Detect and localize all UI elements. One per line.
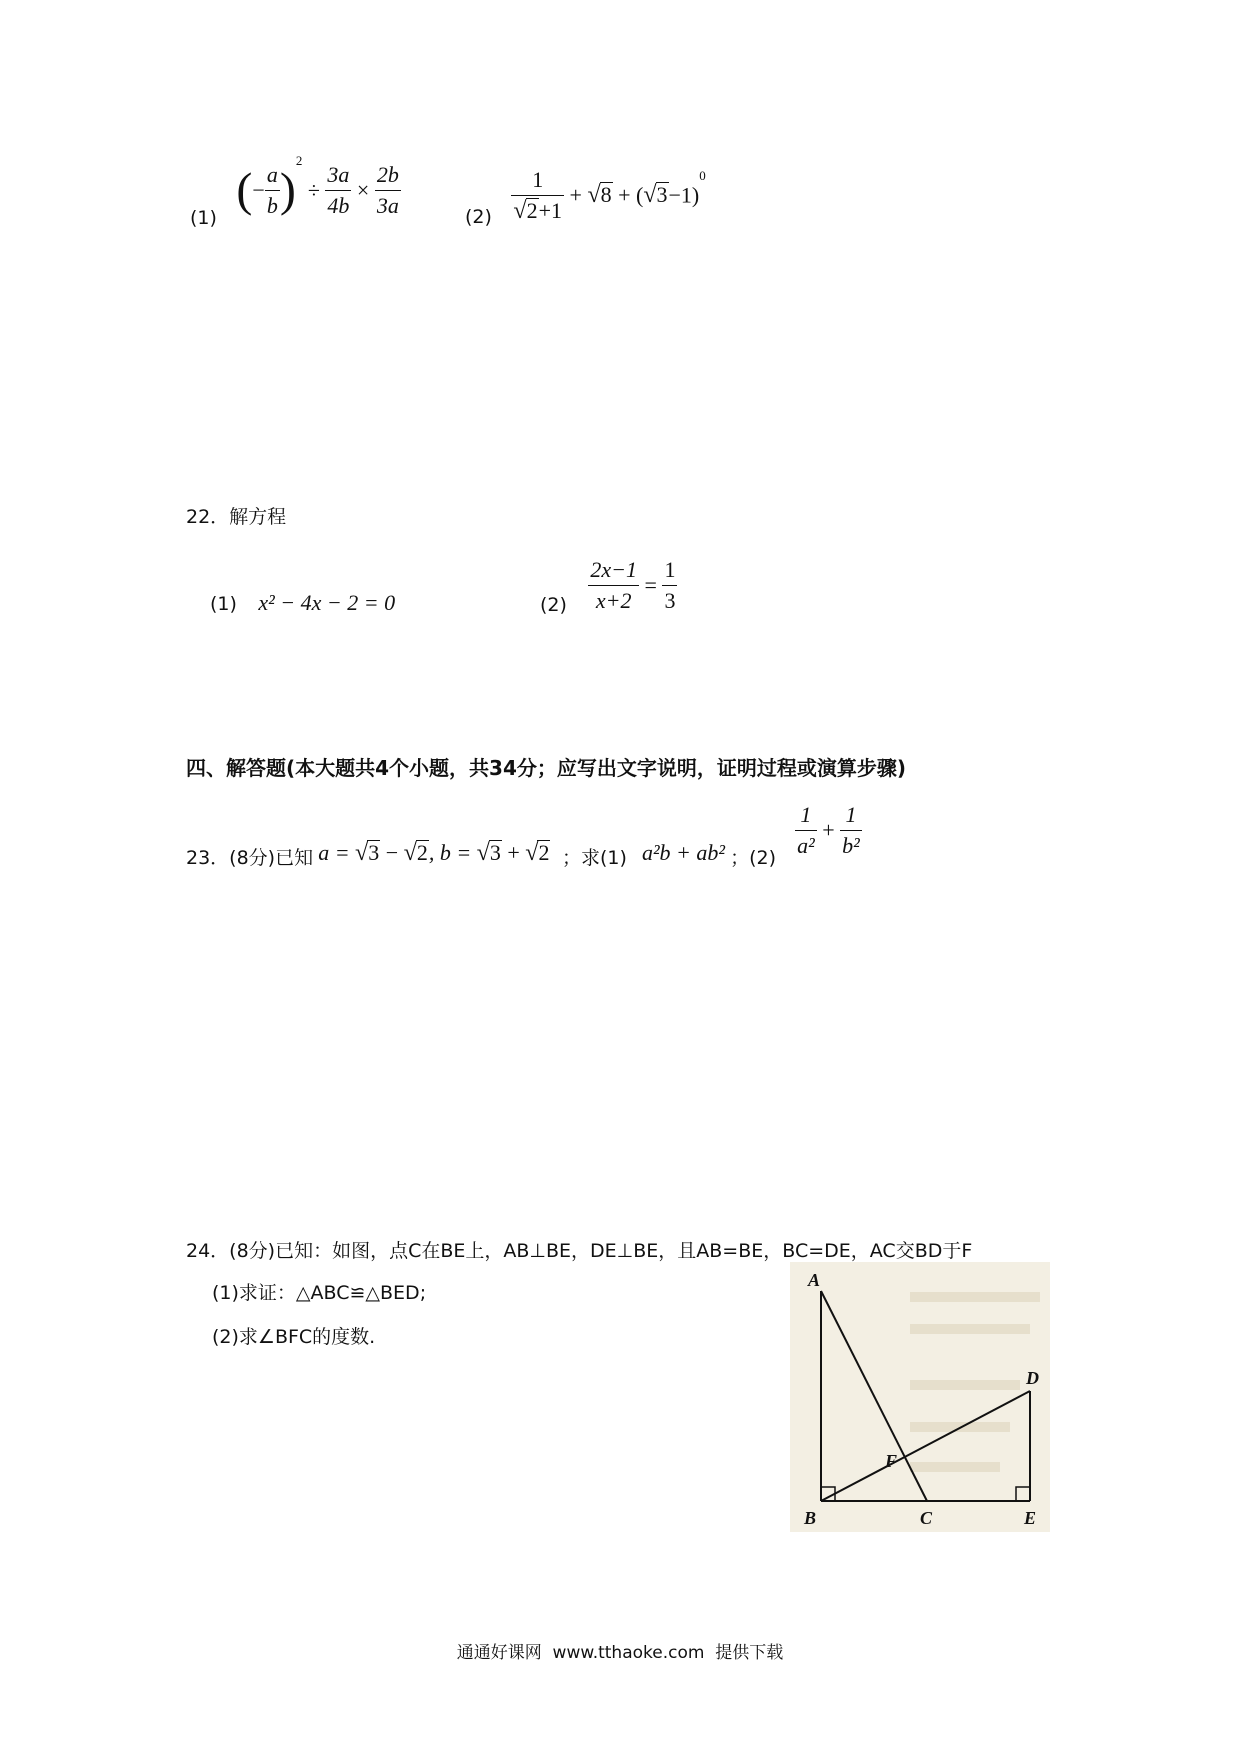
q22-part1 bbox=[210, 590, 395, 616]
q23-expr2: $\frac{1}{\text{a²}}$ + $\frac{1}{\text{b²}}$ bbox=[797, 802, 860, 858]
q23-mid: ；求(1) bbox=[561, 846, 627, 869]
q21-p1-frac-ab: $\frac{a}{b}$ bbox=[266, 162, 278, 218]
label-E: E bbox=[1024, 1508, 1037, 1528]
q22-part2: (2) $\frac{2x-1}{x+2}$ = $\frac{1}{3}$ bbox=[540, 557, 676, 616]
footer-text: 通通好课网 www.tthaoke.com 提供下载 bbox=[456, 1643, 784, 1663]
q21-part2-label: (2) bbox=[465, 205, 492, 228]
label-A: A bbox=[808, 1270, 821, 1290]
q22-part1-label: (1) bbox=[210, 593, 237, 615]
section4-heading: 四、解答题(本大题共4个小题，共34分；应写出文字说明，证明过程或演算步骤) bbox=[186, 756, 907, 780]
q22-p2-frac-left: $\frac{2x-1}{x+2}$ bbox=[590, 557, 638, 613]
label-F: F bbox=[885, 1451, 898, 1471]
q22-title: 22．解方程 bbox=[186, 506, 287, 528]
q22-p2-frac-right: $\frac{1}{3}$ bbox=[664, 557, 676, 613]
figure-background bbox=[790, 1262, 1050, 1532]
q21-part1-label: (1) bbox=[190, 206, 217, 229]
q22-part1-equation: x² − 4x − 2 = 0 bbox=[258, 590, 396, 615]
label-D: D bbox=[1026, 1368, 1039, 1388]
q21-p2-frac: $\frac{1}{√2+1}$ bbox=[513, 167, 563, 224]
q21-p1-frac-2: $\frac{2b}{3a}$ bbox=[376, 162, 399, 218]
q23-expr1: a²b + ab² bbox=[641, 839, 725, 865]
q21-part1: (1) (− $\frac{a}{b}$ )$^2$ ÷ $\frac{3a}{4b}$ × $\frac{2b}{3a}$ bbox=[190, 153, 399, 229]
q24-part2: (2)求∠BFC的度数. bbox=[212, 1326, 376, 1348]
q24-title: 24．(8分)已知：如图，点C在BE上，AB⊥BE，DE⊥BE，且AB=BE，BC=DE，AC交BD于F bbox=[186, 1240, 973, 1262]
q22-part2-label: (2) bbox=[540, 593, 567, 616]
q23-prefix: 23．(8分)已知 bbox=[186, 846, 314, 869]
q23-mid2: ；(2) bbox=[730, 846, 777, 869]
q23-given: a = √3 − √2, b = √3 + √2 bbox=[318, 839, 550, 866]
q24-part1: (1)求证：△ABC≌△BED; bbox=[212, 1282, 427, 1304]
q21-p1-frac-1: $\frac{3a}{4b}$ bbox=[327, 162, 350, 218]
q21-part2: (2) $\frac{1}{√2+1}$ + $√8 + (√3-1)^0$ bbox=[465, 167, 706, 228]
label-C: C bbox=[920, 1508, 933, 1528]
geometry-figure bbox=[790, 1262, 1050, 1532]
q23-line bbox=[186, 800, 862, 869]
label-B: B bbox=[804, 1508, 817, 1528]
